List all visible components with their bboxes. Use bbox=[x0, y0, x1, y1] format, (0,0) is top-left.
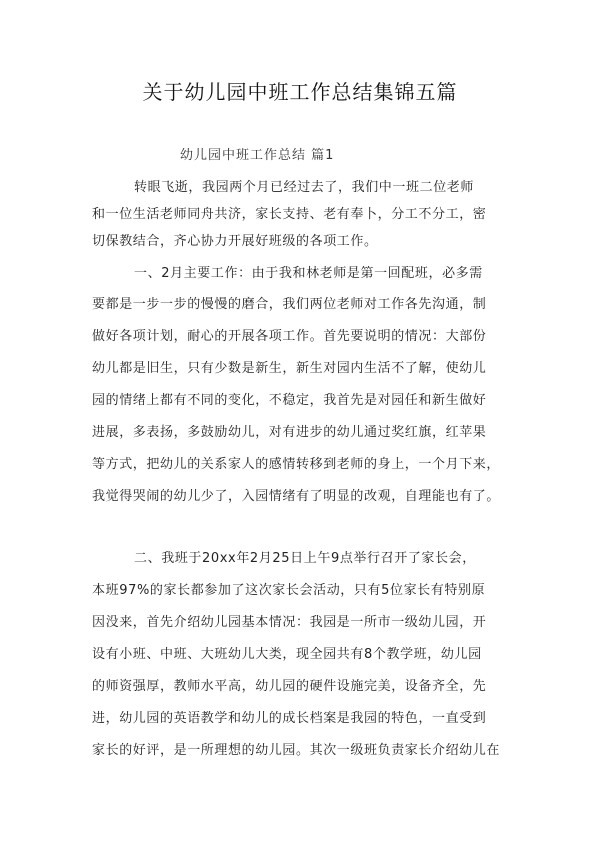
text-line: 进展，多表扬，多鼓励幼儿，对有进步的幼儿通过奖红旗，红苹果 bbox=[92, 425, 487, 440]
text-line: 要都是一步一步的慢慢的磨合，我们两位老师对工作各先沟通，制 bbox=[92, 297, 487, 312]
text-line: 设有小班、中班、大班幼儿大类，现全园共有8个教学班，幼儿园 bbox=[92, 647, 482, 662]
document-title: 关于幼儿园中班工作总结集锦五篇 bbox=[142, 80, 458, 104]
section-heading: 幼儿园中班工作总结 篇1 bbox=[180, 148, 335, 163]
text-line: 切保教结合，齐心协力开展好班级的各项工作。 bbox=[92, 234, 378, 249]
text-line: 因没来，首先介绍幼儿园基本情况：我园是一所市一级幼儿园，开 bbox=[92, 615, 487, 630]
text-line: 一、2月主要工作：由于我和林老师是第一回配班，必多需 bbox=[134, 266, 483, 281]
text-line: 园的情绪上都有不同的变化，不稳定，我首先是对园任和新生做好 bbox=[92, 393, 487, 408]
text-line: 做好各项计划，耐心的开展各项工作。首先要说明的情况：大部份 bbox=[92, 329, 487, 344]
text-line: 进，幼儿园的英语教学和幼儿的成长档案是我园的特色，一直受到 bbox=[92, 711, 487, 726]
text-line: 和一位生活老师同舟共济，家长支持、老有奉卜，分工不分工，密 bbox=[92, 207, 487, 222]
text-line: 的师资强厚，教师水平高，幼儿园的硬件设施完美，设备齐全，先 bbox=[92, 679, 487, 694]
text-line: 家长的好评，是一所理想的幼儿园。其次一级班负责家长介绍幼儿在 bbox=[92, 743, 501, 758]
text-line: 二、我班于20xx年2月25日上午9点举行召开了家长会， bbox=[134, 551, 476, 566]
text-line: 我觉得哭闹的幼儿少了，入园情绪有了明显的改观，自理能也有了。 bbox=[92, 489, 501, 504]
text-line: 本班97%的家长都参加了这次家长会活动，只有5位家长有特别原 bbox=[92, 583, 486, 598]
text-line: 等方式，把幼儿的关系家人的感情转移到老师的身上，一个月下来， bbox=[92, 457, 501, 472]
text-line: 转眼飞逝，我园两个月已经过去了，我们中一班二位老师 bbox=[134, 180, 475, 195]
text-line: 幼儿都是旧生，只有少数是新生，新生对园内生活不了解，使幼儿 bbox=[92, 361, 487, 376]
